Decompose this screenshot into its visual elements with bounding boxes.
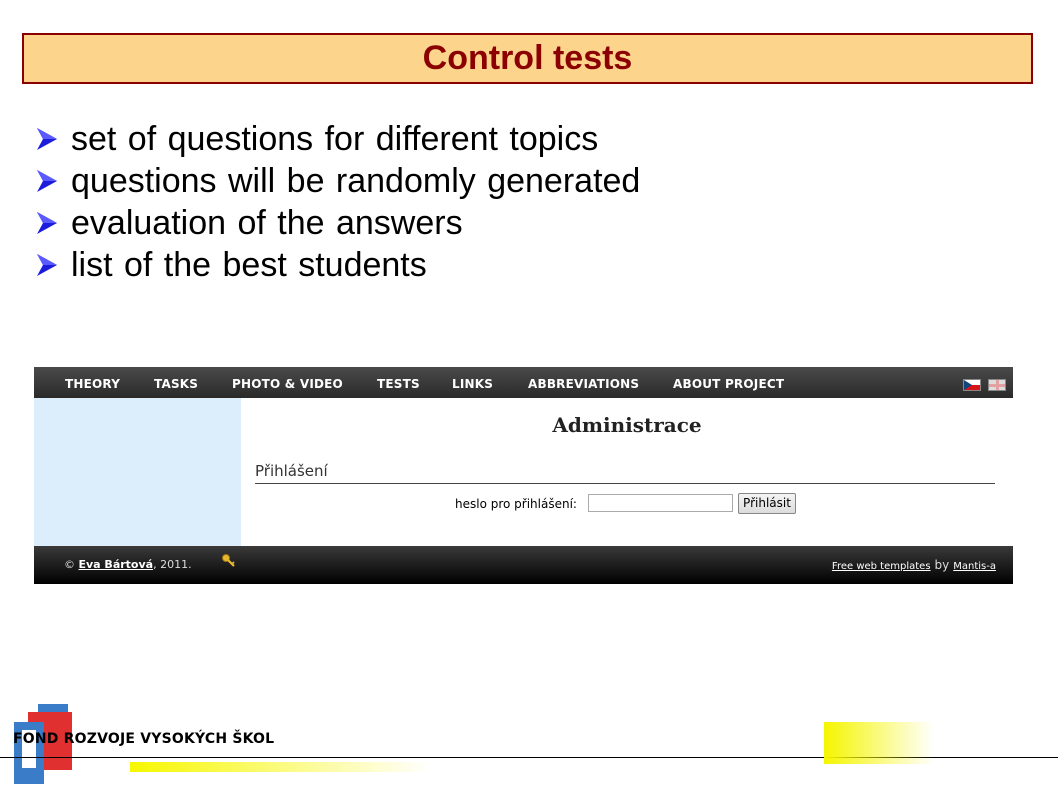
footer-credits: [832, 558, 996, 572]
top-navigation-bar: [34, 367, 1013, 398]
bullet-item: [33, 244, 640, 286]
yellow-accent-bar: [130, 762, 430, 772]
mantis-link[interactable]: Mantis-a: [953, 561, 996, 572]
copyright-symbol: ©: [64, 558, 75, 571]
bullet-text: questions will be randomly generated: [71, 161, 641, 200]
nav-photo-video[interactable]: PHOTO & VIDEO: [232, 377, 343, 391]
slide-title-banner: [22, 33, 1033, 84]
login-heading: Přihlášení: [255, 462, 328, 480]
bullet-item: [33, 160, 640, 202]
nav-theory[interactable]: THEORY: [65, 377, 121, 391]
author-link[interactable]: Eva Bártová: [78, 558, 154, 571]
arrow-bullet-icon: [33, 210, 59, 236]
footer-by: by: [934, 558, 950, 572]
arrow-bullet-icon: [33, 168, 59, 194]
main-content: [241, 398, 1013, 546]
password-label: heslo pro přihlášení:: [455, 497, 577, 511]
yellow-accent-block: [824, 722, 934, 764]
nav-links[interactable]: LINKS: [452, 377, 494, 391]
sidebar: [34, 398, 241, 546]
footer-year: , 2011.: [153, 558, 192, 571]
arrow-bullet-icon: [33, 252, 59, 278]
templates-link[interactable]: Free web templates: [831, 561, 931, 572]
footer: [34, 546, 1013, 584]
login-button[interactable]: Přihlásit: [738, 493, 796, 514]
nav-abbreviations[interactable]: ABBREVIATIONS: [528, 377, 640, 391]
english-flag-icon[interactable]: [988, 379, 1006, 391]
footer-copyright: [64, 558, 192, 571]
bullet-list: [33, 118, 640, 286]
password-input[interactable]: [588, 494, 733, 512]
bullet-text: evaluation of the answers: [71, 203, 463, 242]
czech-flag-icon[interactable]: [963, 379, 981, 391]
nav-tasks[interactable]: TASKS: [154, 377, 199, 391]
heading-divider: [255, 483, 995, 484]
bullet-text: list of the best students: [71, 245, 427, 284]
nav-about-project[interactable]: ABOUT PROJECT: [673, 377, 785, 391]
page-title: Administrace: [552, 413, 702, 437]
slide-title: Control tests: [422, 39, 633, 77]
arrow-bullet-icon: [33, 126, 59, 152]
bullet-item: [33, 118, 640, 160]
fund-logo-text: FOND ROZVOJE VYSOKÝCH ŠKOL: [13, 731, 275, 747]
bullet-item: [33, 202, 640, 244]
bullet-text: set of questions for different topics: [71, 119, 599, 158]
key-icon[interactable]: [221, 553, 237, 569]
nav-tests[interactable]: TESTS: [377, 377, 420, 391]
website-screenshot: [34, 367, 1013, 584]
